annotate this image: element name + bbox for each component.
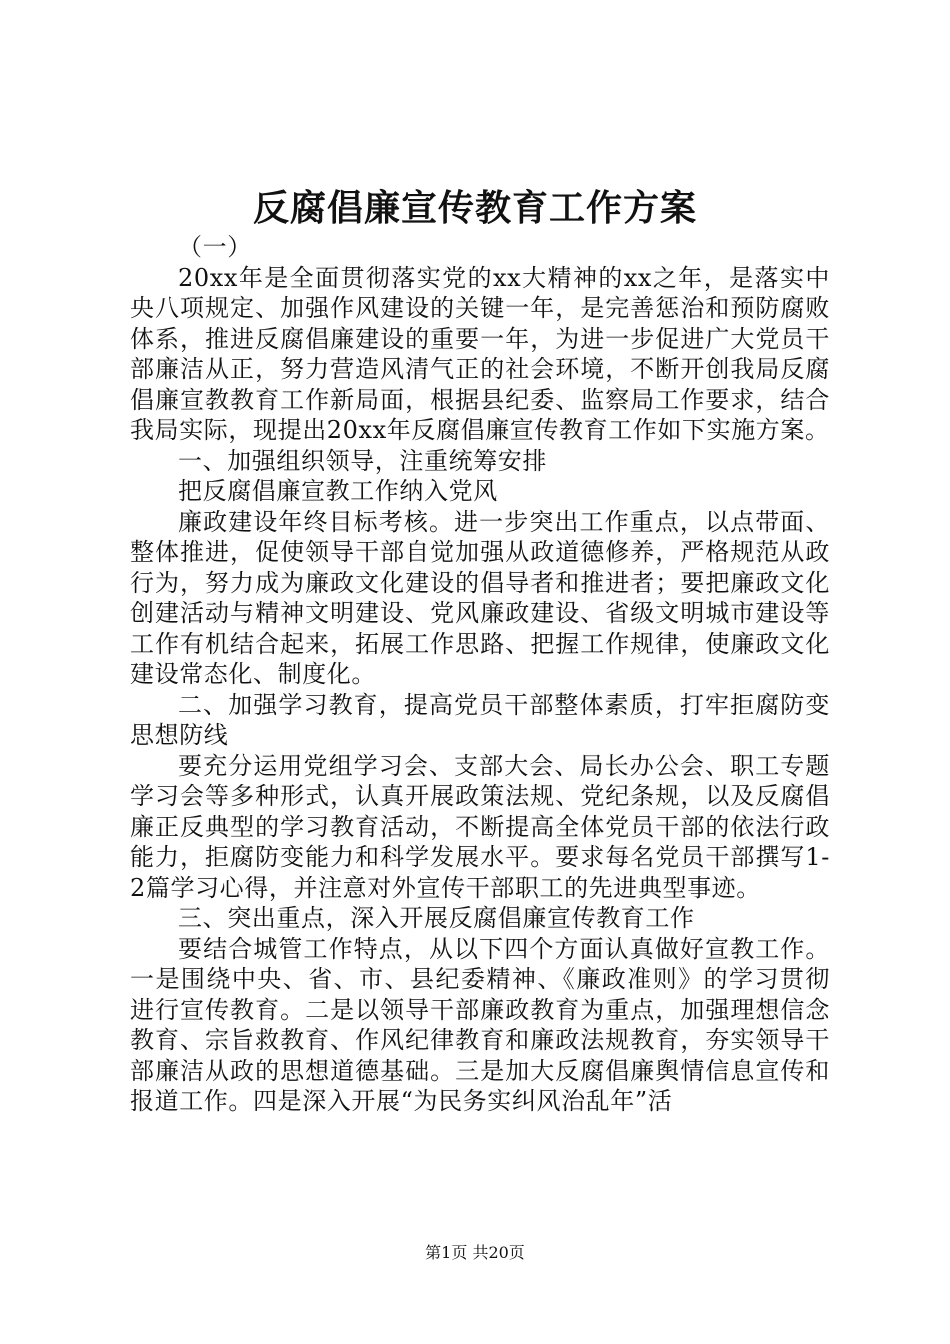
- body-paragraph: 要充分运用党组学习会、支部大会、局长办公会、职工专题学习会等多种形式，认真开展政策法规、党纪条规，以及反腐倡廉正反典型的学习教育活动，不断提高全体党员干部的依法行政能力，拒腐防变能力和科学发展水平。要求每名党员干部撰写1-2篇学习心得，并注意对外宣传干部职工的先进典型事迹。: [130, 751, 830, 902]
- page-footer: 第1页 共20页: [425, 1243, 525, 1262]
- section-heading-3: 三、突出重点，深入开展反腐倡廉宣传教育工作: [178, 904, 695, 932]
- document-title: 反腐倡廉宣传教育工作方案: [252, 187, 697, 229]
- body-paragraph: 要结合城管工作特点，从以下四个方面认真做好宣教工作。一是围绕中央、省、市、县纪委精神、《廉政准则》的学习贯彻进行宣传教育。二是以领导干部廉政教育为重点，加强理想信念教育、宗旨救教育、作风纪律教育和廉政法规教育，夯实领导干部廉洁从政的思想道德基础。三是加大反腐倡廉舆情信息宣传和报道工作。四是深入开展“为民务实纠风治乱年”活: [130, 934, 830, 1115]
- section-number: （一）: [178, 233, 252, 261]
- section-heading-2: 二、加强学习教育，提高党员干部整体素质，打牢拒腐防变思想防线: [130, 690, 830, 749]
- document-body: [130, 232, 830, 1117]
- body-paragraph: 把反腐倡廉宣教工作纳入党风: [178, 477, 498, 505]
- section-heading-1: 一、加强组织领导，注重统筹安排: [178, 446, 547, 475]
- body-paragraph: 廉政建设年终目标考核。进一步突出工作重点，以点带面、整体推进，促使领导干部自觉加强从政道德修养，严格规范从政行为，努力成为廉政文化建设的倡导者和推进者；要把廉政文化创建活动与精神文明建设、党风廉政建设、省级文明城市建设等工作有机结合起来，拓展工作思路、把握工作规律，使廉政文化建设常态化、制度化。: [130, 507, 830, 688]
- intro-paragraph: 20xx年是全面贯彻落实党的xx大精神的xx之年，是落实中央八项规定、加强作风建设的关键一年，是完善惩治和预防腐败体系，推进反腐倡廉建设的重要一年，为进一步促进广大党员干部廉洁从正，努力营造风清气正的社会环境，不断开创我局反腐倡廉宣教教育工作新局面，根据县纪委、监察局工作要求，结合我局实际，现提出20xx年反腐倡廉宣传教育工作如下实施方案。: [130, 263, 830, 444]
